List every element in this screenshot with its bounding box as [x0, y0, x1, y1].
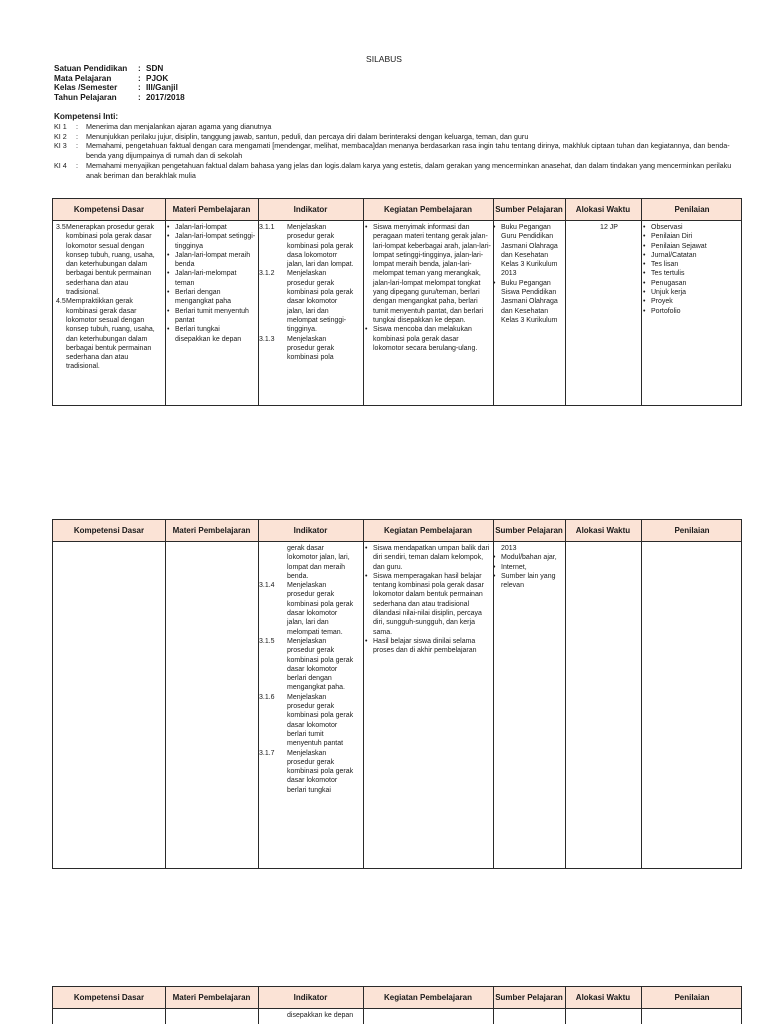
bullet-icon: • [643, 279, 646, 287]
table-header [53, 199, 741, 221]
header-sumber-pelajaran: Sumber Pelajaran [495, 205, 563, 214]
ki-code: KI 1 [54, 122, 67, 131]
colon: : [138, 83, 141, 93]
indikator-text: Menjelaskan prosedur gerak kombinasi pola gerak dasar lokomotor berlari dengan mengangkat paha. [287, 637, 354, 692]
materi-item [167, 307, 257, 326]
kompetensi-dasar-cell [56, 223, 164, 372]
bullet-icon: • [365, 545, 368, 552]
colon: : [138, 92, 141, 102]
bullet-icon: • [643, 289, 646, 297]
column-divider [641, 199, 642, 405]
indikator-item [259, 637, 355, 693]
header-alokasi-waktu: Alokasi Waktu [575, 526, 631, 535]
kd-text: Mempraktikkan gerak kombinasi gerak dasar lokomotor sesual dengan konsep tubuh, ruang, usaha, dan keterhubungan dalam berbagai bentuk permainan sederhana dan atau tradisional. [66, 298, 155, 371]
sumber-item [493, 563, 565, 572]
indikator-item [259, 693, 355, 749]
ki-item [54, 132, 744, 142]
kegiatan-item [365, 223, 491, 325]
penilaian-item-text: Penilaian Sejawat [651, 242, 707, 250]
bullet-icon: • [643, 233, 646, 241]
indikator-text: Menjelaskan prosedur gerak kombinasi pola gerak dasar lokomotor berlari tumit menyentuh pantat [287, 693, 354, 748]
penilaian-item-text: Tes tertulis [651, 270, 685, 278]
syllabus-table-page-2 [52, 519, 742, 869]
column-divider [258, 199, 259, 405]
header-alokasi-waktu: Alokasi Waktu [575, 993, 631, 1002]
header-alokasi-waktu: Alokasi Waktu [575, 205, 631, 214]
column-divider [565, 520, 566, 868]
table-header [53, 987, 741, 1009]
ki-item [54, 161, 744, 180]
kegiatan-cell [365, 223, 491, 353]
identity-value: III/Ganjil [146, 83, 178, 93]
materi-item-text: Berlari tungkai disepakkan ke depan [175, 326, 242, 343]
header-kegiatan-pembelajaran: Kegiatan Pembelajaran [383, 526, 473, 535]
indikator-number: 3.1.7 [259, 749, 275, 757]
header-indikator: Indikator [293, 205, 328, 214]
ki-code: KI 2 [54, 131, 67, 141]
alokasi-cell: 12 JP [600, 224, 618, 231]
indikator-text: Menjelaskan prosedur gerak kombinasi pola gerak dasar lokomotor jalan, lari dan melompati teman. [287, 582, 354, 636]
bullet-icon: • [365, 224, 368, 231]
materi-item [167, 251, 257, 270]
indikator-continuation: gerak dasar lokomotor jalan, lari, lompat dan meraih benda. [287, 545, 350, 580]
colon: : [76, 141, 78, 151]
column-divider [493, 520, 494, 868]
materi-item [167, 223, 257, 232]
ki-text: Memahami menyajikan pengetahuan faktual dalam bahasa yang jelas dan logis.dalam karya yang estetis, dalam gerakan yang mencerminkan anasehat, dan dalam tindakan yang mencerminkan perilaku anak beriman dan berakhlak mulia [86, 160, 732, 180]
bullet-icon: • [365, 637, 368, 645]
header-penilaian: Penilaian [674, 526, 710, 535]
sumber-item [493, 279, 565, 325]
indikator-continuation: disepakkan ke depan [287, 1012, 354, 1019]
header-indikator: Indikator [293, 993, 328, 1002]
bullet-icon: • [643, 307, 646, 315]
column-divider [165, 199, 166, 405]
bullet-icon: • [643, 242, 646, 250]
sumber-item [493, 553, 565, 562]
materi-item-text: Berlari tumit menyentuh pantat [175, 307, 249, 324]
penilaian-item-text: Jurnal/Catatan [651, 251, 697, 259]
identity-row [54, 83, 185, 93]
penilaian-item [643, 223, 741, 232]
sumber-cell [493, 544, 565, 590]
indikator-item [259, 749, 355, 795]
materi-item [167, 232, 257, 251]
penilaian-item [643, 279, 741, 288]
bullet-icon: • [365, 326, 368, 334]
materi-item [167, 288, 257, 307]
bullet-icon: • [493, 572, 496, 580]
sumber-item [493, 572, 565, 591]
syllabus-table-page-1 [52, 198, 742, 406]
bullet-icon: • [643, 261, 646, 269]
indikator-cell [259, 544, 355, 795]
column-divider [565, 987, 566, 1024]
column-divider [641, 520, 642, 868]
bullet-icon: • [493, 279, 496, 287]
header-sumber-pelajaran: Sumber Pelajaran [495, 993, 563, 1002]
header-kegiatan-pembelajaran: Kegiatan Pembelajaran [383, 993, 473, 1002]
ki-text: Menunjukkan perilaku jujur, disiplin, tanggung jawab, santun, peduli, dan percaya diri dalam berinteraksi dengan keluarga, teman, dan guru [86, 131, 529, 141]
penilaian-item [643, 307, 741, 316]
ki-code: KI 3 [54, 141, 67, 151]
colon: : [138, 73, 141, 83]
colon: : [138, 64, 141, 73]
bullet-icon: • [493, 554, 496, 562]
penilaian-item-text: Portofolio [651, 307, 681, 315]
indikator-text: Menjelaskan prosedur gerak kombinasi pola [287, 335, 335, 362]
identity-label: Tahun Pelajaran [54, 92, 117, 102]
bullet-icon: • [167, 270, 170, 278]
identity-row [54, 74, 185, 84]
bullet-icon: • [167, 251, 170, 259]
kegiatan-item [365, 544, 491, 572]
syllabus-table-page-3 [52, 986, 742, 1024]
header-kegiatan-pembelajaran: Kegiatan Pembelajaran [383, 205, 473, 214]
kegiatan-item-text: Hasil belajar siswa dinilai selama proses dan di akhir pembelajaran [373, 637, 477, 655]
penilaian-item-text: Penugasan [651, 279, 687, 287]
bullet-icon: • [643, 270, 646, 278]
sumber-item-text: Buku Pegangan Guru Pendidikan Jasmani Olahraga dan Kesehatan Kelas 3 Kurikulum 2013 [501, 224, 558, 278]
sumber-item-text: Modul/bahan ajar, [501, 554, 557, 562]
ki-text: Menerima dan menjalankan ajaran agama yang dianutnya [86, 122, 272, 131]
sumber-item-text: Sumber lain yang relevan [501, 572, 556, 590]
indikator-number: 3.1.5 [259, 637, 275, 645]
header-materi-pembelajaran: Materi Pembelajaran [172, 526, 251, 535]
identity-row [54, 64, 185, 74]
penilaian-item-text: Proyek [651, 298, 673, 306]
sumber-item [493, 223, 565, 279]
materi-item [167, 269, 257, 288]
column-divider [565, 199, 566, 405]
penilaian-item [643, 297, 741, 306]
column-divider [641, 987, 642, 1024]
indikator-cell [259, 223, 355, 362]
indikator-item [259, 269, 355, 334]
colon: : [76, 160, 78, 170]
ki-item [54, 122, 744, 132]
materi-cell [167, 223, 257, 344]
identity-value: SDN [146, 64, 164, 73]
header-kompetensi-dasar: Kompetensi Dasar [73, 993, 145, 1002]
bullet-icon: • [493, 563, 496, 571]
penilaian-item-text: Observasi [651, 224, 683, 231]
column-divider [363, 987, 364, 1024]
ki-heading: Kompetensi Inti: [54, 112, 119, 121]
kd-item [56, 297, 164, 371]
column-divider [493, 199, 494, 405]
bullet-icon: • [493, 224, 496, 231]
indikator-text: Menjelaskan prosedur gerak kombinasi pola gerak dasar lokomotor jalan, lari dan melompat setinggi-tingginya. [287, 270, 354, 334]
column-divider [493, 987, 494, 1024]
header-materi-pembelajaran: Materi Pembelajaran [172, 205, 251, 214]
bullet-icon: • [167, 224, 170, 231]
column-divider [165, 520, 166, 868]
identity-block [54, 64, 185, 102]
identity-label: Satuan Pendidikan [54, 64, 128, 73]
indikator-number: 3.1.2 [259, 270, 275, 278]
bullet-icon: • [643, 251, 646, 259]
column-divider [165, 987, 166, 1024]
kegiatan-item-text: Siswa memperagakan hasil belajar tentang kombinasi pola gerak dasar lokomotor dalam bentuk permainan sederhana dan atau tradisional dilandasi nilai-nilai disiplin, percaya diri, sungguh-sungguh, dan kerja sama. [373, 572, 484, 636]
ki-item [54, 141, 744, 160]
penilaian-item-text: Tes lisan [651, 261, 679, 269]
penilaian-item [643, 232, 741, 241]
bullet-icon: • [167, 233, 170, 241]
header-kompetensi-dasar: Kompetensi Dasar [73, 526, 145, 535]
indikator-number: 3.1.4 [259, 582, 275, 590]
identity-value: 2017/2018 [146, 92, 185, 102]
column-divider [363, 199, 364, 405]
header-sumber-pelajaran: Sumber Pelajaran [495, 526, 563, 535]
kegiatan-item-text: Siswa menyimak informasi dan peragaan materi tentang gerak jalan-lari-lompat keberbagai arah, jalan-lari-lompat setinggi-tingginya, jalan-lari-lompat meraih benda, jalan-lari-melompat teman yang merangkak, jalan-lari-lompat melompat tongkat yang dipegang guru/teman, berlari dengan mengangkat paha, berlari tumit menyentuh pantat, dan berlari tungkai disepakkan ke depan. [373, 224, 491, 324]
penilaian-item [643, 288, 741, 297]
materi-item-text: Berlari dengan mengangkat paha [175, 289, 232, 306]
ki-code: KI 4 [54, 160, 67, 170]
indikator-number: 3.1.6 [259, 693, 275, 701]
materi-item-text: Jalan-lari-melompat teman [175, 270, 237, 287]
materi-item-text: Jalan-lari-lompat [175, 224, 227, 231]
document-title: SILABUS [366, 54, 402, 64]
bullet-icon: • [167, 289, 170, 297]
materi-item-text: Jalan-lari-lompat setinggi-tingginya [175, 233, 256, 250]
colon: : [76, 122, 78, 131]
identity-row [54, 93, 185, 103]
header-kompetensi-dasar: Kompetensi Dasar [73, 205, 145, 214]
indikator-cell [259, 1011, 355, 1020]
colon: : [76, 131, 78, 141]
identity-value: PJOK [146, 73, 169, 83]
indikator-item [259, 223, 355, 269]
indikator-number: 3.1.3 [259, 335, 275, 343]
kegiatan-item [365, 325, 491, 353]
indikator-item [259, 581, 355, 637]
penilaian-cell [643, 223, 741, 316]
column-divider [258, 987, 259, 1024]
penilaian-item-text: Penilaian Diri [651, 233, 693, 241]
bullet-icon: • [365, 572, 368, 580]
kegiatan-item-text: Siswa mendapatkan umpan balik dari diri sendiri, teman dalam kelompok, dan guru. [373, 545, 490, 571]
header-penilaian: Penilaian [674, 993, 710, 1002]
ki-text: Memahami, pengetahuan faktual dengan cara mengamati [mendengar, melihat, membaca]dan menanya berdasarkan rasa ingin tahu tentang dirinya, makhluk ciptaan tuhan dan kegiatannya, dan benda-benda yang dijumpainya di rumah dan di sekolah [86, 141, 730, 161]
penilaian-item-text: Unjuk kerja [651, 289, 687, 297]
kd-item [56, 223, 164, 297]
kd-text: Menerapkan prosedur gerak kombinasi pola gerak dasar lokomotor sesual dengan konsep tubuh, ruang, usaha, dan keterhubungan dalam berbagai bentuk permainan sederhana dan atau tradisional. [66, 224, 155, 297]
header-materi-pembelajaran: Materi Pembelajaran [172, 993, 251, 1002]
sumber-item-text: Buku Pegangan Siswa Pendidikan Jasmani Olahraga dan Kesehatan Kelas 3 Kurikulum [501, 279, 558, 324]
header-penilaian: Penilaian [674, 205, 710, 214]
bullet-icon: • [643, 298, 646, 306]
kegiatan-item [365, 572, 491, 637]
indikator-text: Menjelaskan prosedur gerak kombinasi pola gerak dasar lokomotor berlari tungkai [287, 749, 354, 794]
bullet-icon: • [167, 326, 170, 334]
header-indikator: Indikator [293, 526, 328, 535]
indikator-number: 3.1.1 [259, 224, 275, 231]
kegiatan-item [365, 637, 491, 656]
sumber-continuation: 2013 [501, 545, 517, 552]
identity-label: Kelas /Semester [54, 83, 118, 93]
kegiatan-cell [365, 544, 491, 656]
kd-number: 4.5 [56, 298, 66, 306]
identity-label: Mata Pelajaran [54, 73, 112, 83]
materi-item-text: Jalan-lari-lompat meraih benda [175, 251, 251, 269]
column-divider [363, 520, 364, 868]
penilaian-item [643, 260, 741, 269]
bullet-icon: • [167, 307, 170, 315]
penilaian-item [643, 269, 741, 278]
penilaian-item [643, 251, 741, 260]
indikator-text: Menjelaskan prosedur gerak kombinasi pola gerak dasa lokomotorr jalan, lari dan lompat. [287, 224, 354, 269]
ki-list [54, 122, 744, 180]
column-divider [258, 520, 259, 868]
sumber-item-text: Internet, [501, 563, 527, 571]
table-header [53, 520, 741, 542]
kd-number: 3.5 [56, 224, 66, 231]
penilaian-item [643, 242, 741, 251]
kegiatan-item-text: Siswa mencoba dan melakukan kombinasi pola gerak dasar lokomotor secara berulang-ulang. [373, 326, 478, 352]
indikator-item [259, 335, 355, 363]
sumber-cell [493, 223, 565, 325]
materi-item [167, 325, 257, 344]
bullet-icon: • [643, 224, 646, 231]
